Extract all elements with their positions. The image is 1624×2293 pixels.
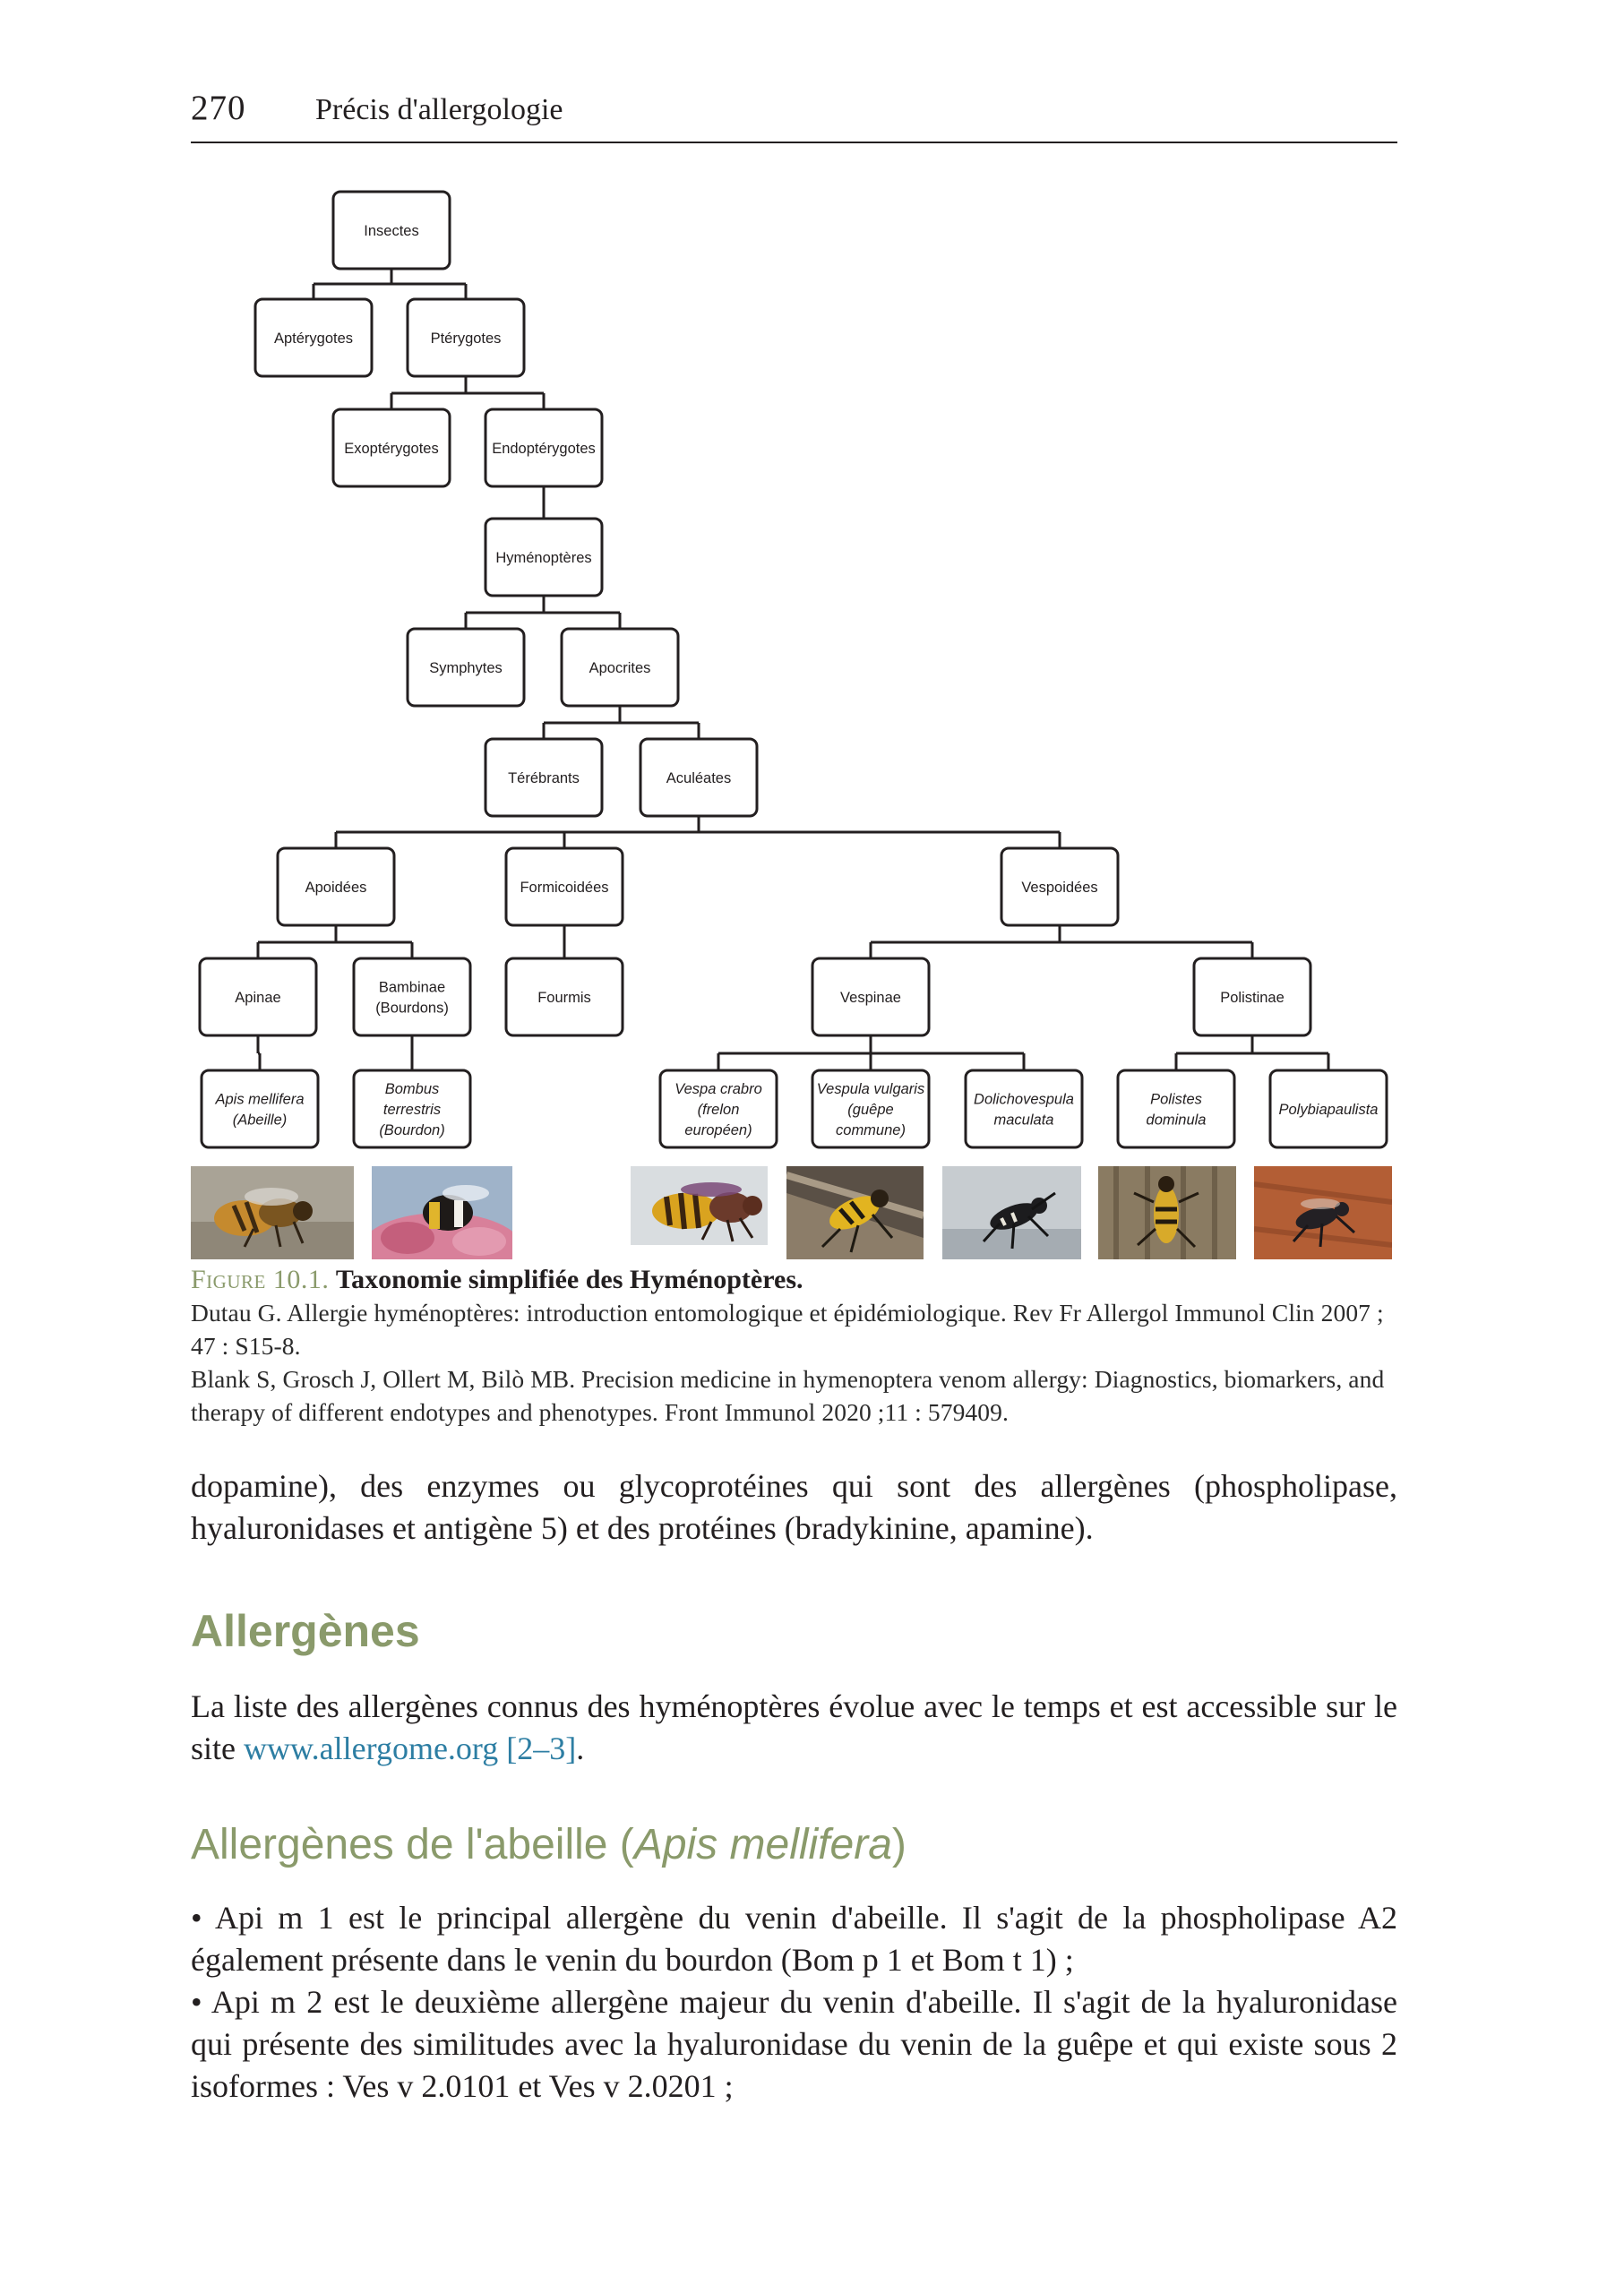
taxon-label: terrestris: [382, 1102, 442, 1118]
taxon-node-apis-mellifera: [202, 1070, 318, 1147]
taxon-node-vespinae: [812, 958, 929, 1035]
bumblebee-photo: [372, 1166, 512, 1259]
taxon-label: Vespa crabro: [675, 1081, 762, 1097]
taxon-node-pterygotes: [408, 299, 524, 376]
taxon-box: [1118, 1070, 1234, 1147]
taxon-label: (Bourdons): [375, 1000, 449, 1017]
taxon-label: (guêpe: [847, 1102, 894, 1118]
taxon-node-apinae: [200, 958, 316, 1035]
paragraph-allergome-text: La liste des allergènes connus des hyménoptères évolue avec le temps et est accessible sur le site: [191, 1688, 1397, 1766]
honeybee-photo: [191, 1166, 354, 1259]
taxon-label: Endoptérygotes: [492, 441, 596, 457]
taxon-node-vespula-vulgaris: [812, 1070, 929, 1147]
reference-link[interactable]: [2–3]: [506, 1730, 577, 1766]
taxon-label: (frelon: [697, 1102, 740, 1118]
taxon-label: Apinae: [235, 990, 281, 1006]
taxon-label: Dolichovespula: [974, 1091, 1074, 1108]
page-number: 270: [191, 89, 246, 127]
paragraph-intro: dopamine), des enzymes ou glycoprotéines qui sont des allergènes (phospholipase, hyaluronidases et antigène 5) et des protéines (bradykinine, apamine).: [191, 1468, 1397, 1546]
taxon-node-aculeates: [640, 739, 757, 816]
taxon-label: commune): [836, 1122, 906, 1138]
allergome-link[interactable]: www.allergome.org: [244, 1730, 499, 1766]
taxon-label: dominula: [1146, 1112, 1207, 1129]
common-wasp-photo: [786, 1166, 924, 1259]
taxon-node-bombus-terrestris: [354, 1070, 470, 1147]
taxon-node-endopterygotes: [485, 409, 602, 486]
polistes-photo: [1098, 1166, 1236, 1259]
taxon-node-insectes: [333, 192, 450, 269]
taxon-label: Aptérygotes: [273, 331, 354, 347]
caption-reference-1: Dutau G. Allergie hyménoptères: introduction entomologique et épidémiologique. Rev Fr Allergol Immunol Clin 2007 ; 47 : S15-8.: [191, 1299, 1384, 1360]
dolichovespula-photo: [942, 1166, 1081, 1259]
taxon-label: (Abeille): [232, 1112, 288, 1129]
taxon-label: Symphytes: [429, 660, 503, 676]
species-name: Apis mellifera: [633, 1821, 892, 1868]
taxon-label: Insectes: [364, 223, 419, 239]
taxon-label: Formicoidées: [520, 880, 609, 896]
taxon-label: Polybiapaulista: [1278, 1102, 1379, 1118]
taxon-node-polistes-dominula: [1118, 1070, 1234, 1147]
taxon-node-apterygotes: [255, 299, 372, 376]
taxon-node-hymenopteres: [485, 519, 602, 596]
taxon-label: Vespula vulgaris: [816, 1081, 925, 1097]
taxon-node-apoidees: [278, 848, 394, 925]
caption-reference-2: Blank S, Grosch J, Ollert M, Bilò MB. Precision medicine in hymenoptera venom allergy: Diagnostics, biomarkers, and therapy of different endotypes and phenotypes. Front Immunol 2020 ;11 : 579409.: [191, 1365, 1385, 1426]
taxon-node-formicoidees: [506, 848, 623, 925]
figure-caption: [191, 1263, 1400, 1429]
running-title: Précis d'allergologie: [315, 93, 563, 126]
caption-title-line: [191, 1263, 1400, 1296]
taxon-label: Exoptérygotes: [344, 441, 439, 457]
taxon-label: Bambinae: [378, 979, 446, 996]
taxon-node-dolichovespula-maculata: [966, 1070, 1082, 1147]
taxon-box: [202, 1070, 318, 1147]
taxon-label: Aculéates: [666, 770, 732, 786]
taxon-label: Ptérygotes: [430, 331, 502, 347]
taxon-label: maculata: [993, 1112, 1054, 1129]
taxon-label: (Bourdon): [379, 1122, 445, 1138]
figure-label: Figure 10.1.: [191, 1265, 330, 1294]
bullet-api-m-2: • Api m 2 est le deuxième allergène majeur du venin d'abeille. Il s'agit de la hyaluronidase qui présente des similitudes avec la hyaluronidase du venin de la guêpe et qui existe sous 2 isoformes : Ves v 2.0101 et Ves v 2.0201 ;: [191, 1984, 1397, 2104]
polybia-photo: [1254, 1166, 1392, 1259]
taxon-node-apocrites: [562, 629, 678, 706]
taxon-label: Hyménoptères: [495, 550, 592, 566]
hornet-photo: [631, 1166, 768, 1245]
taxon-node-vespa-crabro: [660, 1070, 777, 1147]
taxon-label: Vespoidées: [1021, 880, 1098, 896]
section-heading-allergenes: Allergènes: [191, 1606, 420, 1656]
taxon-label: Polistinae: [1220, 990, 1285, 1006]
taxon-label: Apis mellifera: [215, 1091, 305, 1108]
taxon-node-bambinae: [354, 958, 470, 1035]
taxon-label: Apoidées: [305, 880, 367, 896]
taxon-node-polistinae: [1194, 958, 1310, 1035]
diagram-nodes: [200, 192, 1387, 1147]
taxon-box: [966, 1070, 1082, 1147]
taxon-node-exopterygotes: [333, 409, 450, 486]
subsection-heading-abeille: Allergènes de l'abeille (Apis mellifera): [191, 1821, 907, 1868]
paragraph-allergome: La liste des allergènes connus des hyménoptères évolue avec le temps et est accessible sur le site www.allergome.org [2–3].: [191, 1688, 1397, 1766]
taxon-node-symphytes: [408, 629, 524, 706]
taxon-label: européen): [684, 1122, 752, 1138]
taxon-node-terebrants: [485, 739, 602, 816]
taxon-node-polybiapaulista: [1270, 1070, 1387, 1147]
taxon-label: Térébrants: [508, 770, 580, 786]
taxon-label: Fourmis: [537, 990, 591, 1006]
taxon-label: Apocrites: [589, 660, 651, 676]
bullet-api-m-1: • Api m 1 est le principal allergène du venin d'abeille. Il s'agit de la phospholipase A2 également présente dans le venin du bourdon (Bom p 1 et Bom t 1) ;: [191, 1900, 1397, 1978]
taxon-label: Vespinae: [840, 990, 901, 1006]
taxon-label: Polistes: [1150, 1091, 1202, 1108]
taxon-label: Bombus: [384, 1081, 440, 1097]
taxon-node-vespoidees: [1001, 848, 1118, 925]
figure-title: Taxonomie simplifiée des Hyménoptères.: [335, 1265, 803, 1294]
allergen-bullet-list: [191, 1897, 1397, 2108]
taxon-box: [354, 958, 470, 1035]
taxon-node-fourmis: [506, 958, 623, 1035]
